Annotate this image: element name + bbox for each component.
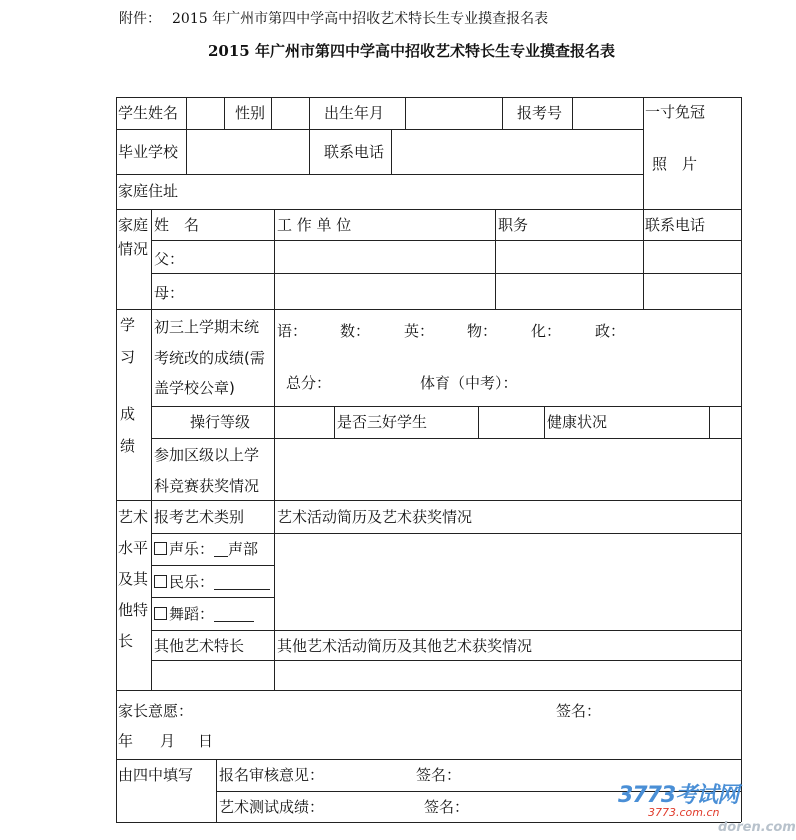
art-section-label: 艺术 水平 及其 他特 长 <box>118 508 149 650</box>
family-header-phone: 联系电话 <box>645 216 706 234</box>
subject-physics: 物： <box>467 322 498 340</box>
merit-student-label: 是否三好学生 <box>337 413 428 431</box>
folk-option[interactable]: 民乐： <box>154 573 270 591</box>
folk-checkbox[interactable] <box>154 575 167 588</box>
attachment-label: 附件： <box>119 11 161 27</box>
parent-signature-label: 签名： <box>556 702 602 720</box>
graduate-school-label: 毕业学校 <box>118 143 179 161</box>
art-category-label: 报考艺术类别 <box>154 508 245 526</box>
home-address-label: 家庭住址 <box>118 182 179 200</box>
parent-opinion-label: 家长意愿： <box>118 702 194 720</box>
test-signature-label: 签名： <box>424 798 470 816</box>
dance-checkbox[interactable] <box>154 607 167 620</box>
date-month: 月 <box>160 732 176 750</box>
competition-line1: 参加区级以上学 <box>154 446 260 464</box>
study-section-label: 学 习 成 绩 <box>120 316 136 455</box>
exam-number-label: 报考号 <box>517 104 563 122</box>
subject-chinese: 语： <box>277 322 308 340</box>
vocal-option[interactable]: 声乐： 声部 <box>154 540 258 558</box>
subject-politics: 政： <box>595 322 626 340</box>
gender-label: 性别 <box>235 104 266 122</box>
photo-label-line1: 一寸免冠 <box>645 103 706 121</box>
family-section-label: 家庭 情况 <box>118 216 149 258</box>
competition-line2: 科竞赛获奖情况 <box>154 477 260 495</box>
total-score-label: 总分： <box>286 374 332 392</box>
subject-math: 数： <box>340 322 371 340</box>
fourth-school-label: 由四中填写 <box>118 766 194 784</box>
family-header-workplace: 工 作 单 位 <box>277 216 352 234</box>
mother-label: 母： <box>154 284 185 302</box>
conduct-label: 操行等级 <box>190 413 251 431</box>
family-header-position: 职务 <box>498 216 529 234</box>
health-label: 健康状况 <box>547 413 608 431</box>
review-opinion-label: 报名审核意见： <box>219 766 325 784</box>
vocal-checkbox[interactable] <box>154 542 167 555</box>
page-title: 2015 年广州市第四中学高中招收艺术特长生专业摸查报名表 <box>208 42 615 60</box>
exam-desc-line1: 初三上学期末统 <box>154 318 260 336</box>
subject-english: 英： <box>404 322 435 340</box>
watermark-url: 3773.com.cn <box>648 806 720 819</box>
contact-phone-label: 联系电话 <box>324 143 385 161</box>
birth-date-label: 出生年月 <box>324 104 385 122</box>
pe-score-label: 体育（中考）： <box>420 374 518 392</box>
other-history-label: 其他艺术活动简历及其他艺术获奖情况 <box>277 637 533 655</box>
exam-desc-line3: 盖学校公章) <box>154 379 235 397</box>
date-year: 年 <box>118 732 134 750</box>
father-label: 父： <box>154 250 185 268</box>
art-test-score-label: 艺术测试成绩： <box>219 798 325 816</box>
other-art-label: 其他艺术特长 <box>154 637 245 655</box>
exam-desc-line2: 考统改的成绩(需 <box>154 349 265 367</box>
subject-chemistry: 化： <box>531 322 562 340</box>
date-day: 日 <box>198 732 214 750</box>
attachment-title: 2015 年广州市第四中学高中招收艺术特长生专业摸查报名表 <box>172 11 549 27</box>
photo-label-line2: 照 片 <box>652 155 698 173</box>
watermark-brand: 3773考试网 <box>618 783 739 808</box>
review-signature-label: 签名： <box>416 766 462 784</box>
watermark-site: doren.com <box>718 820 796 835</box>
art-history-label: 艺术活动简历及艺术获奖情况 <box>277 508 473 526</box>
student-name-label: 学生姓名 <box>118 104 179 122</box>
family-header-name: 姓 名 <box>154 216 200 234</box>
dance-option[interactable]: 舞蹈： <box>154 605 254 623</box>
